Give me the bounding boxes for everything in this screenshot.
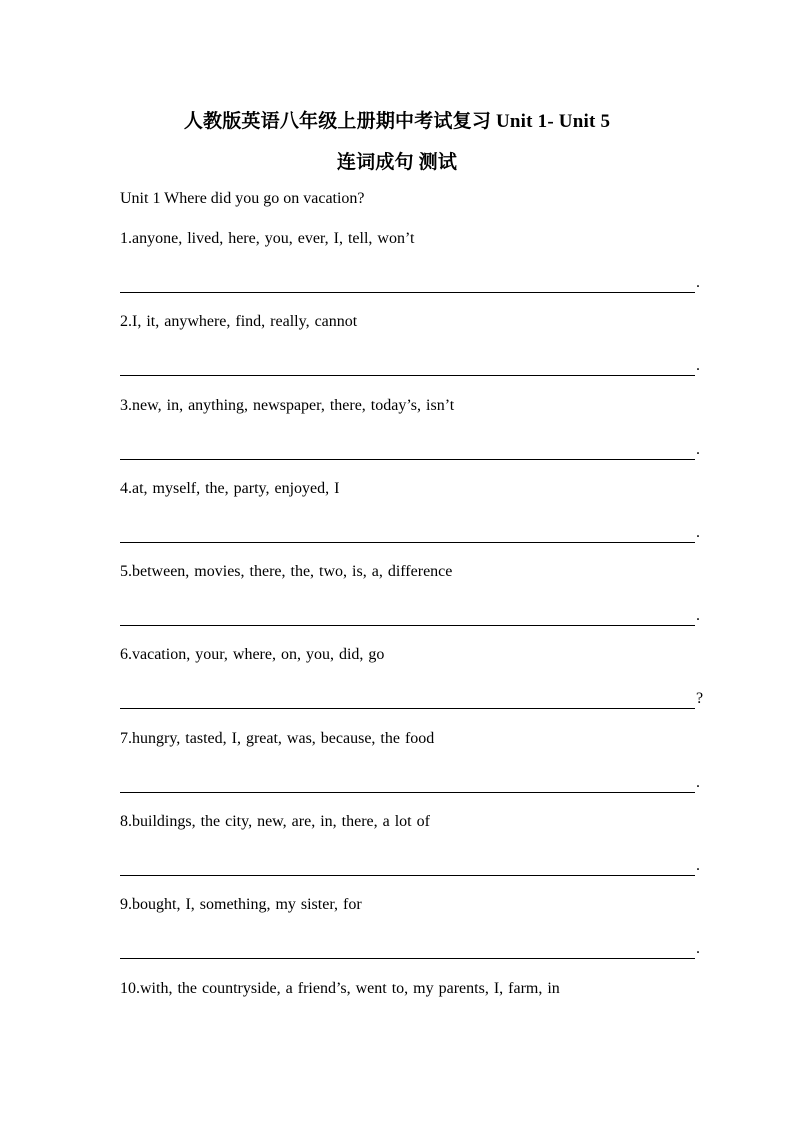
answer-line	[120, 624, 695, 626]
answer-line	[120, 957, 695, 959]
sentence-end-mark: .	[696, 607, 700, 625]
answer-line	[120, 374, 695, 376]
question-prompt: 3.new, in, anything, newspaper, there, today’s, isn’t	[120, 396, 455, 414]
question-item	[120, 563, 720, 646]
answer-line	[120, 541, 695, 543]
answer-line	[120, 874, 695, 876]
page-title: 人教版英语八年级上册期中考试复习 Unit 1- Unit 5	[183, 111, 611, 132]
question-list	[120, 230, 720, 1063]
question-prompt: 6.vacation, your, where, on, you, did, go	[120, 646, 385, 664]
sentence-end-mark: ?	[696, 690, 704, 708]
question-item	[120, 397, 720, 480]
answer-line	[120, 791, 695, 793]
question-prompt: 1.anyone, lived, here, you, ever, I, tell, won’t	[120, 230, 415, 247]
question-item	[120, 980, 720, 1063]
sentence-end-mark: .	[696, 274, 700, 291]
question-item	[120, 896, 720, 979]
question-prompt: 7.hungry, tasted, I, great, was, because, the food	[120, 729, 435, 747]
question-prompt: 4.at, myself, the, party, enjoyed, I	[120, 479, 340, 497]
sentence-end-mark: .	[696, 440, 700, 458]
answer-line	[120, 291, 695, 293]
question-prompt: 2.I, it, anywhere, find, really, cannot	[120, 313, 358, 331]
unit-heading: Unit 1 Where did you go on vacation?	[120, 190, 365, 207]
question-prompt: 10.with, the countryside, a friend’s, went to, my parents, I, farm, in	[120, 979, 560, 997]
sentence-end-mark: .	[696, 773, 700, 791]
question-item	[120, 730, 720, 813]
question-prompt: 9.bought, I, something, my sister, for	[120, 896, 362, 914]
question-item	[120, 230, 720, 313]
question-prompt: 8.buildings, the city, new, are, in, there, a lot of	[120, 813, 430, 831]
question-item	[120, 813, 720, 896]
sentence-end-mark: .	[696, 940, 700, 958]
question-prompt: 5.between, movies, there, the, two, is, a, difference	[120, 563, 453, 581]
sentence-end-mark: .	[696, 357, 700, 375]
question-item	[120, 646, 720, 729]
question-item	[120, 313, 720, 396]
answer-line	[120, 707, 695, 709]
question-item	[120, 480, 720, 563]
page-subtitle: 连词成句 测试	[336, 152, 458, 173]
sentence-end-mark: .	[696, 857, 700, 875]
sentence-end-mark: .	[696, 523, 700, 541]
answer-line	[120, 458, 695, 460]
